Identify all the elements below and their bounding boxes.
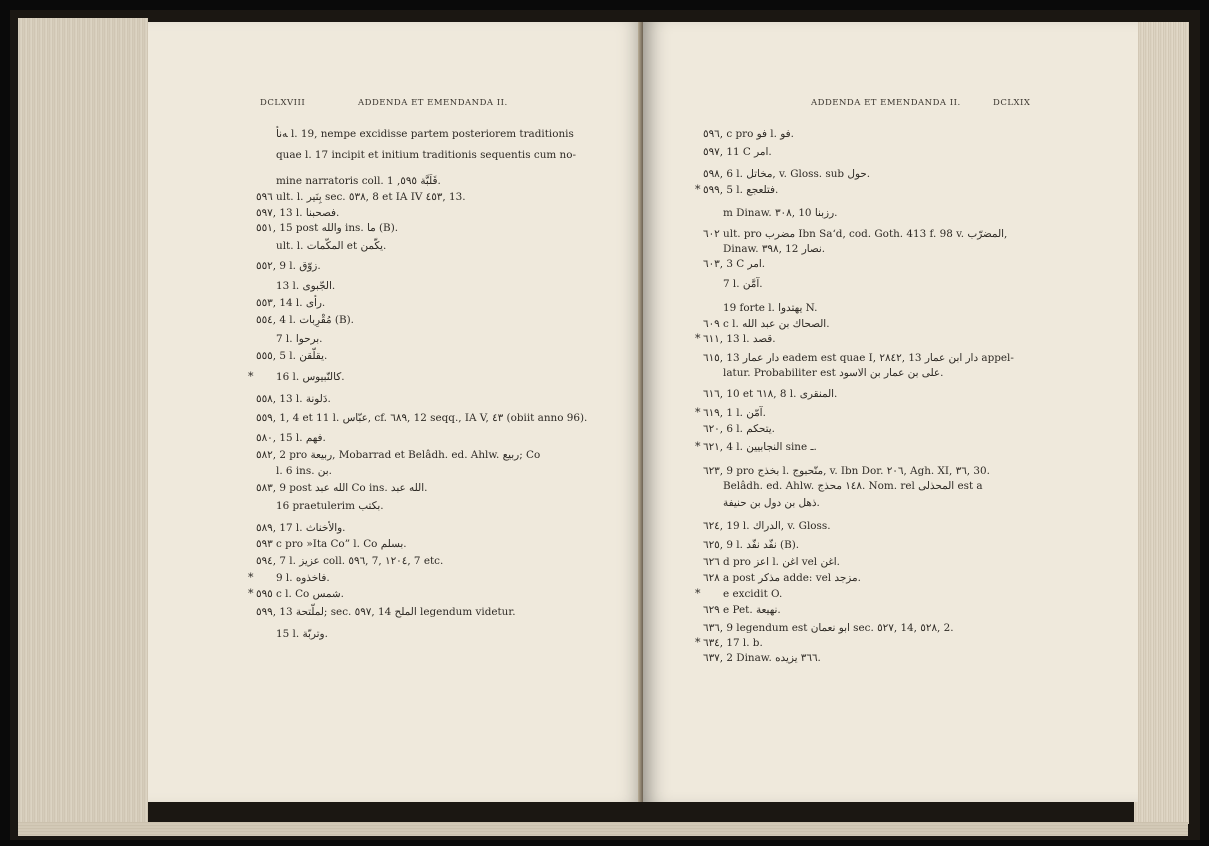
left-line: ٥٨٢, 2 pro ﺭﺑﻴﻌﺔ, Mobarrad et Belâdh. ed. Ahlw. ﺭﺑﻴﻊ; Co	[256, 449, 541, 461]
right-line: ٦٠٢ ult. pro ﻣﻀﺮﺏ Ibn Sa‘d, cod. Goth. 413 f. 98 v. ﺍﻟﻤﻀﺮّﺏ,	[703, 228, 1008, 240]
left-line: 16 praetulerim ﺑﻜﺘﺐ.	[276, 500, 384, 512]
left-line: mine narratoris coll. ﻗَﻠَﺒَّﺔ ٥٩٥, 1.	[276, 175, 441, 187]
right-line: Belâdh. ed. Ahlw. ١٤٨ ﻣﺤﺬﺝ. Nom. rel ﺍﻟﻤﺤﺬﻟﻰ est a	[723, 480, 983, 492]
right-line: ٦٢٦ d pro ﺍﻋﺰ l. ﺍﻏﻦ vel ﺍﻏﻦ.	[703, 556, 840, 568]
right-line: 19 forte l. ﻳﻬﺘﺪﻭﺍ N.	[723, 302, 818, 314]
right-page-number: DCLXIX	[993, 98, 1031, 108]
right-line: 7 l. ﺁﻣَّﻦ.	[723, 278, 763, 290]
right-page-edges	[1134, 22, 1189, 824]
left-line: 7 l. ﺑﺮﺣﻮﺍ.	[276, 333, 323, 345]
right-line: e excidit O.	[723, 588, 783, 600]
left-line: 9 l. ﻓﺎﺧﺬﻭﻩ.	[276, 572, 330, 584]
left-line: l. 6 ins. ﺑﻦ.	[276, 465, 332, 477]
right-line: ٦٠٩ c l. ﺍﻟﺼﺤﺎﻙ ﺑﻦ ﻋﺒﺪ ﺍﻟﻠﻪ.	[703, 318, 830, 330]
right-line: latur. Probabiliter est ﻋﻠﻰ ﺑﻦ ﻋﻤﺎﺭ ﺑﻦ ﺍﻻﺳﻮﺩ.	[723, 367, 944, 379]
right-line: ٦٢٠, 6 l. ﻳﺘﺤﻜﻢ.	[703, 423, 775, 435]
left-line: ٥٥٣, 14 l. ﺭﺃﻯ.	[256, 297, 326, 309]
left-page-edges	[18, 18, 148, 826]
left-line: ٥٨٣, 9 post ﺍﻟﻠﻪ ﻋﺒﺪ Co ins. ﺍﻟﻠﻪ ﻋﺒﺪ.	[256, 482, 428, 494]
bottom-page-edges	[18, 822, 1188, 836]
asterisk-mark: *	[248, 587, 254, 600]
left-line: ٥٥٥, 5 l. ﻳﻘﻠّﻘﻦ.	[256, 350, 328, 362]
left-line: quae l. 17 incipit et initium traditionis sequentis cum no-	[276, 149, 577, 161]
left-line: 13 l. ﺍﻟﺠّﺒﻮﻯ.	[276, 280, 336, 292]
right-line: ٦٢٥, 9 l. ﻧﻔّﺪ ﻧﻔّﺪ (B).	[703, 539, 800, 551]
right-line: ٦٢١, 4 l. ﺍﻟﻨﺠﺎﺑﻴﻴﻦ sine ـ.	[703, 441, 817, 453]
left-running-title: ADDENDA ET EMENDANDA II.	[358, 98, 508, 108]
left-line: ٥٨٠, 15 l. ﻓﻬﻢ.	[256, 432, 326, 444]
asterisk-mark: *	[695, 183, 701, 196]
right-line: ٦٠٣, 3 C ﺍﻣﺮ.	[703, 258, 766, 270]
asterisk-mark: *	[248, 571, 254, 584]
right-line: m Dinaw. ٣٠٨, 10 ﺭﺯﺑﻨﺎ.	[723, 207, 838, 219]
left-line: ٥٨٩, 17 l. ﻭﺍﻷﺧﻨﺎﺙ.	[256, 522, 346, 534]
left-page-number: DCLXVIII	[260, 98, 306, 108]
right-line: ٥٩٦, c pro ﻓﻮ l. ﻓﻮ.	[703, 128, 794, 140]
asterisk-mark: *	[695, 406, 701, 419]
left-line: ٥٩٧, 13 l. ﻓﺼﺤﺒﻨﺎ.	[256, 207, 340, 219]
right-page	[643, 22, 1138, 802]
right-line: Dinaw. ٣٩٨, 12 ﻧﺼﺎﺭ.	[723, 243, 826, 255]
right-line: ٥٩٧, 11 C ﺍﻣﺮ.	[703, 146, 772, 158]
right-line: ٦٢٨ a post ﻣﺬﻛﺮ adde: vel ﻣﺰﺟﺪ.	[703, 572, 861, 584]
left-line: ﻪﻧﺄ l. 19, nempe excidisse partem posteriorem traditionis	[276, 128, 574, 140]
right-line: ٦١٥, 13 ﺩﺍﺭ ﻋﻤﺎﺭ eadem est quae I, ٢٨٤٢, 13 ﺩﺍﺭ ﺍﺑﻦ ﻋﻤﺎﺭ appel-	[703, 352, 1014, 364]
asterisk-mark: *	[695, 587, 701, 600]
left-line: ٥٩٦ ult. l. ﺑِﻨَﻴﺮ sec. ٥٣٨, 8 et IA IV ٤٥٣, 13.	[256, 191, 466, 203]
left-line: ٥٩٤, 7 l. ﻋﺰﻳﺰ coll. ٥٩٦, 7, ١٢٠٤, 7 etc.	[256, 555, 444, 567]
right-line: ٦١١, 13 l. ﻗﺼﺪ.	[703, 333, 776, 345]
right-line: ﺫﻫﻞ ﺑﻦ ﺩﻭﻝ ﺑﻦ ﺣﻨﻴﻔﺔ.	[723, 497, 820, 509]
left-line: ٥٥٢, 9 l. ﺯﻭّﻕ.	[256, 260, 321, 272]
left-line: ٥٩٩, 13 ﻟﻤﻠّﺘﺤﺔ; sec. ٥٩٧, 14 ﺍﻟﻤﻠﺢ legendum videtur.	[256, 606, 516, 618]
right-line: ٦٢٤, 19 l. ﺍﻟﺪﺭﺍﻙ, v. Gloss.	[703, 520, 831, 532]
asterisk-mark: *	[695, 440, 701, 453]
left-line: ٥٩٣ c pro »Ita Co” l. Co ﺑﺴﻠﻢ.	[256, 538, 407, 550]
left-line: ٥٥١, 15 post ﻭﺍﻟﻠﻪ ins. ﻣﺎ (B).	[256, 222, 399, 234]
left-line: ult. l. ﺍﻟﻤﻜّﻤﺎﺕ et ﻳﻜّﻤﻦ.	[276, 240, 387, 252]
asterisk-mark: *	[695, 636, 701, 649]
right-line: ٦٣٦, 9 legendum est ﺍﺑﻮ ﻧﻌﻤﺎﻥ sec. ٥٢٧, 14, ٥٢٨, 2.	[703, 622, 954, 634]
left-line: ٥٥٨, 13 l. ﺩَﻟﻮﻧﺔ.	[256, 393, 331, 405]
right-running-title: ADDENDA ET EMENDANDA II.	[811, 98, 961, 108]
right-line: ٦١٦, 10 et ٦١٨, 8 l. ﺍﻟﻤﻨﻘﺮﻯ.	[703, 388, 838, 400]
right-line: ٥٩٩, 5 l. ﻓﺘﻠﻌﺠﻊ.	[703, 184, 779, 196]
right-line: ٦٢٩ e Pet. ﻧﻬﻴﻌﺔ.	[703, 604, 781, 616]
left-line: 15 l. ﻭﺗﺮﺑّﺔ.	[276, 628, 328, 640]
left-page	[148, 22, 643, 802]
left-line: ٥٥٩, 1, 4 et 11 l. ﻋﺒّﺎﺱ, cf. ٦٨٩, 12 seqq., IA V, ٤٣ (obiit anno 96).	[256, 412, 588, 424]
left-line: ٥٩٥ c l. Co ﺷﻤﺲ.	[256, 588, 344, 600]
left-line: 16 l. ﻛﺎﻟﻨّﺒﻴﻮﺱ.	[276, 371, 345, 383]
right-line: ٦٢٣, 9 pro ﺑﺨﺬﺝ l. ﻣﻨّﺤﺒﻮﺝ, v. Ibn Dor. ٢٠٦, Agh. XI, ٣٦, 30.	[703, 465, 990, 477]
asterisk-mark: *	[248, 370, 254, 383]
right-line: ٥٩٨, 6 l. ﻣﺨﺎﺗﻞ, v. Gloss. sub ﺣﻮﻝ.	[703, 168, 871, 180]
left-line: ٥٥٤, 4 l. ﻣُﻘْﺮِﺑﺎﺕ (B).	[256, 314, 354, 326]
right-line: ٦٣٧, 2 Dinaw. ٣٦٦ ﻳﺰﻳﺪﻩ.	[703, 652, 821, 664]
right-line: ٦٣٤, 17 l. b.	[703, 637, 763, 649]
right-line: ٦١٩, 1 l. ﺁﻣّﻦ.	[703, 407, 766, 419]
asterisk-mark: *	[695, 332, 701, 345]
